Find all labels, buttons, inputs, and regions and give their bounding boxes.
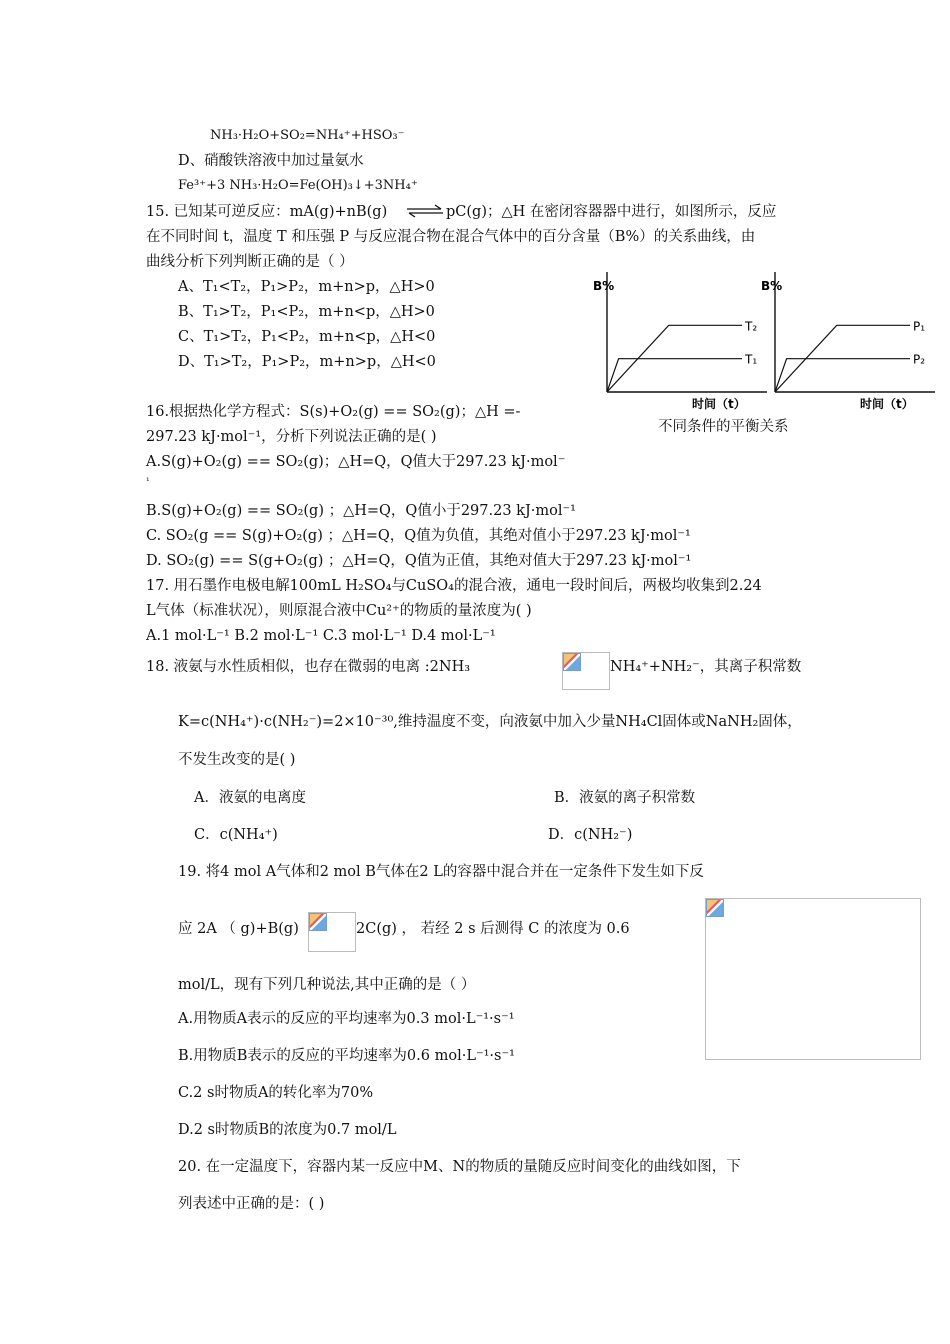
x-axis-label: 时间（t）	[692, 397, 746, 411]
q18-line2: K=c(NH₄⁺)·c(NH₂⁻)=2×10⁻³⁰,维持温度不变，向液氨中加入少量NH₄Cl固体或NaNH₂固体，	[178, 714, 802, 730]
equation-line: Fe³⁺+3 NH₃·H₂O=Fe(OH)₃↓+3NH₄⁺	[178, 178, 418, 193]
graph-temperature	[593, 272, 767, 411]
q18-option-c: C．c(NH₄⁺)	[194, 827, 278, 843]
graph-caption: 不同条件的平衡关系	[658, 419, 789, 435]
q16-option-d: D. SO₂(g) == S(g+O₂(g) ；△H=Q，Q值为正值，其绝对值大于297.23 kJ·mol⁻¹	[146, 553, 692, 569]
equation-line: NH₃·H₂O+SO₂=NH₄⁺+HSO₃⁻	[210, 128, 405, 143]
series-label: P₂	[913, 352, 926, 367]
equilibrium-graphs	[585, 262, 926, 422]
equilibrium-image-placeholder	[562, 652, 610, 690]
q18-option-d: D．c(NH₂⁻)	[548, 827, 633, 843]
graph-pressure	[761, 272, 935, 411]
q17-options: A.1 mol·L⁻¹ B.2 mol·L⁻¹ C.3 mol·L⁻¹ D.4 mol·L⁻¹	[146, 628, 496, 644]
q15-option-d: D、T₁>T₂，P₁>P₂，m+n>p，△H<0	[178, 354, 436, 370]
q20-line2: 列表述中正确的是：( )	[178, 1196, 325, 1212]
y-axis-label: B%	[761, 279, 783, 293]
q19-option-a: A.用物质A表示的反应的平均速率为0.3 mol·L⁻¹·s⁻¹	[178, 1011, 515, 1027]
series-label: T₂	[745, 319, 758, 334]
q15-line1a: 15. 已知某可逆反应：mA(g)+nB(g)	[146, 204, 388, 220]
q19-option-b: B.用物质B表示的反应的平均速率为0.6 mol·L⁻¹·s⁻¹	[178, 1048, 515, 1064]
q16-option-b: B.S(g)+O₂(g) == SO₂(g) ；△H=Q，Q值小于297.23 kJ·mol⁻¹	[146, 503, 576, 519]
q15-option-a: A、T₁<T₂，P₁>P₂，m+n>p，△H>0	[178, 279, 435, 295]
q18-line1a: 18. 液氨与水性质相似，也存在微弱的电离 :2NH₃	[146, 659, 471, 675]
q18-option-b: B．液氨的离子积常数	[554, 790, 696, 806]
x-axis-label: 时间（t）	[860, 397, 914, 411]
q19-option-c: C.2 s时物质A的转化率为70%	[178, 1085, 374, 1101]
q19-line3: mol/L，现有下列几种说法,其中正确的是（ ）	[178, 977, 476, 993]
broken-image-icon	[706, 899, 724, 917]
q18-line3: 不发生改变的是( )	[178, 752, 296, 768]
series-label: P₁	[913, 319, 926, 334]
q15-option-b: B、T₁>T₂，P₁<P₂，m+n<p，△H>0	[178, 304, 435, 320]
q20-line1: 20. 在一定温度下，容器内某一反应中M、N的物质的量随反应时间变化的曲线如图，下	[178, 1159, 741, 1175]
graph-image-placeholder	[705, 898, 921, 1060]
q19-option-d: D.2 s时物质B的浓度为0.7 mol/L	[178, 1122, 397, 1138]
q16-line2: 297.23 kJ·mol⁻¹，分析下列说法正确的是( )	[146, 429, 437, 445]
series-label: T₁	[745, 352, 758, 367]
series-line	[775, 359, 910, 392]
q16-option-a: A.S(g)+O₂(g) == SO₂(g)；△H=Q，Q值大于297.23 kJ·mol⁻	[146, 454, 566, 470]
q19-line2b: 2C(g) ， 若经 2 s 后测得 C 的浓度为 0.6	[356, 921, 630, 937]
series-line	[607, 359, 742, 392]
q15-line3: 曲线分析下列判断正确的是（ ）	[146, 254, 354, 270]
option-d: D、硝酸铁溶液中加过量氨水	[178, 153, 364, 169]
q16-option-a-cont: ¹	[146, 477, 150, 487]
q17-line2: L气体（标准状况），则原混合液中Cu²⁺的物质的量浓度为( )	[146, 603, 532, 619]
broken-image-icon	[563, 653, 581, 671]
q16-line1: 16.根据热化学方程式：S(s)+O₂(g) == SO₂(g)；△H =-	[146, 404, 521, 420]
q15-line2: 在不同时间 t，温度 T 和压强 P 与反应混合物在混合气体中的百分含量（B%）的关系曲线，由	[146, 229, 756, 245]
q15-option-c: C、T₁>T₂，P₁<P₂，m+n<p，△H<0	[178, 329, 436, 345]
q15-line1b: pC(g)；△H 在密闭容器器中进行，如图所示，反应	[446, 204, 777, 220]
q18-line1b: NH₄⁺+NH₂⁻，其离子积常数	[610, 659, 802, 675]
equilibrium-arrow-icon	[405, 203, 445, 219]
q19-line2a: 应 2A （ g)+B(g)	[178, 921, 299, 937]
q16-option-c: C. SO₂(g == S(g)+O₂(g) ；△H=Q，Q值为负值，其绝对值小于297.23 kJ·mol⁻¹	[146, 528, 691, 544]
equilibrium-image-placeholder	[308, 912, 356, 952]
y-axis-label: B%	[593, 279, 615, 293]
q18-option-a: A．液氨的电离度	[194, 790, 306, 806]
q17-line1: 17. 用石墨作电极电解100mL H₂SO₄与CuSO₄的混合液，通电一段时间后，两极均收集到2.24	[146, 578, 762, 594]
q19-line1: 19. 将4 mol A气体和2 mol B气体在2 L的容器中混合并在一定条件下发生如下反	[178, 864, 704, 880]
broken-image-icon	[309, 913, 327, 931]
